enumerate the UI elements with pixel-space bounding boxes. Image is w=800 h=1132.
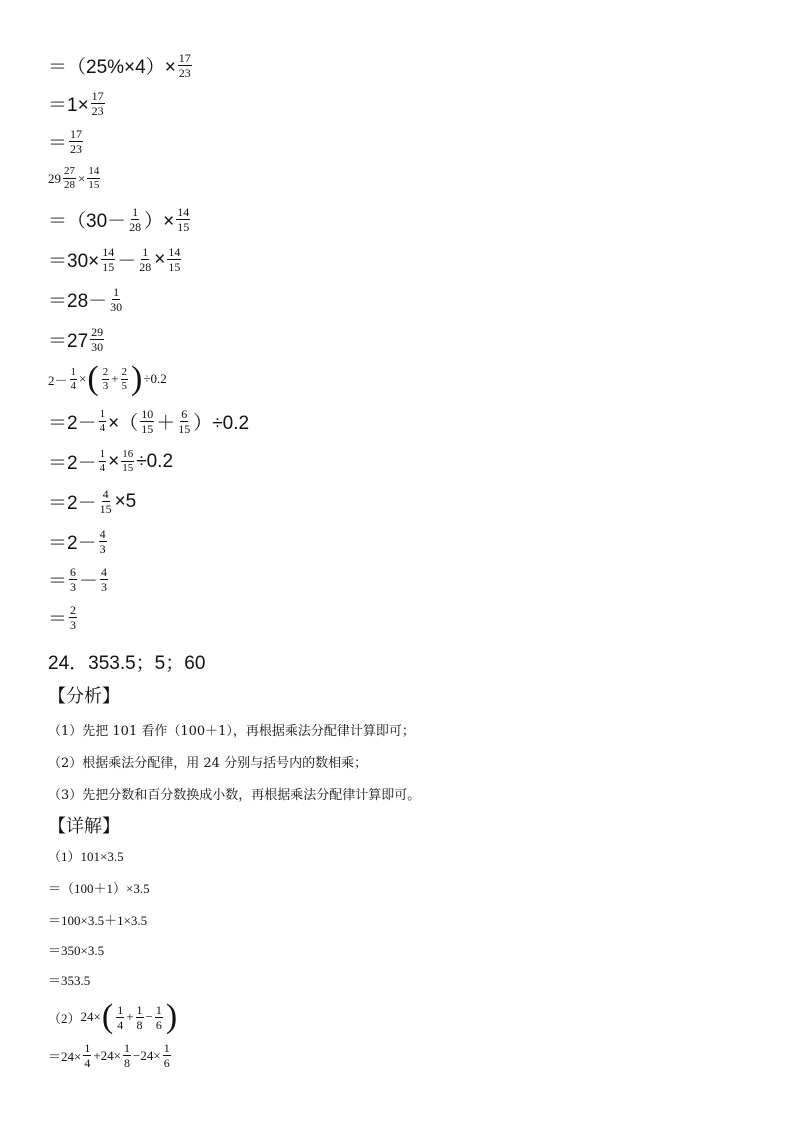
prob-a-step-1: ＝（25%×4）× $\frac{17}{23}$	[48, 51, 191, 80]
fraction: 29 30	[91, 325, 104, 354]
fraction: $\frac{1}{8}$	[124, 1041, 131, 1070]
detail-heading: 【详解】	[48, 816, 120, 837]
fraction: 6 3	[70, 565, 77, 594]
analysis-line-2: （2）根据乘法分配律，用 24 分别与括号内的数相乘；	[48, 756, 368, 771]
fraction: $\frac{14}{15}$	[102, 245, 115, 274]
fraction: $\frac{14}{15}$	[88, 165, 100, 191]
analysis-line-1: （1）先把 101 看作（100＋1），再根据乘法分配律计算即可；	[48, 724, 415, 739]
prob-c-step-2: ＝2－ $\frac{1}{4}$ × $\frac{16}{15}$ ÷0.2	[48, 448, 174, 474]
fraction: $\frac{16}{15}$	[122, 448, 134, 474]
fraction: $\frac{4}{15}$	[99, 487, 112, 516]
fraction: $\frac{1}{4}$	[99, 408, 106, 434]
right-paren: )	[165, 998, 178, 1035]
analysis-heading: 【分析】	[48, 686, 120, 707]
fraction: 4 3	[101, 565, 108, 594]
detail-part2-expression: （2） 24× ( 1 4 + $\frac{1}{8}$ − $\frac{1}{6}$ )	[48, 998, 178, 1035]
fraction: $\frac{1}{4}$	[70, 365, 77, 392]
fraction: $\frac{17}{23}$	[91, 89, 104, 118]
prob-c-step-5: ＝ 6 3 － 4 3	[48, 565, 108, 594]
fraction: $\frac{1}{6}$	[155, 1002, 162, 1032]
left-paren: (	[101, 998, 114, 1035]
detail-part1-line-4: ＝350×3.5	[48, 943, 105, 958]
q24-answer-line: 24．353.5；5；60	[48, 653, 206, 674]
fraction: $\frac{14}{15}$	[168, 245, 181, 274]
prob-c-step-3: ＝2－ $\frac{4}{15}$ ×5	[48, 487, 137, 516]
fraction: $\frac{1}{6}$	[163, 1041, 170, 1070]
fraction: $\frac{2}{5}$	[121, 365, 128, 392]
prob-a-step-2: ＝1× $\frac{17}{23}$	[48, 89, 104, 118]
fraction: 1 28	[129, 205, 142, 234]
fraction: $\frac{14}{15}$	[177, 205, 190, 234]
fraction: 2 3	[70, 603, 77, 632]
analysis-line-3: （3）先把分数和百分数换成小数，再根据乘法分配律计算即可。	[48, 788, 421, 803]
detail-part1-line-2: ＝（100＋1）×3.5	[48, 881, 150, 896]
fraction: 1 4	[117, 1002, 124, 1032]
fraction: 4 3	[99, 527, 106, 556]
prob-b-step-2: ＝30× $\frac{14}{15}$ － $\frac{1}{28}$ × $\frac{14}{15}$	[48, 245, 181, 274]
fraction: $\frac{1}{28}$	[139, 245, 152, 274]
prob-b-expression: 29 $\frac{27}{28}$ × $\frac{14}{15}$	[48, 165, 100, 191]
prob-b-step-4: ＝27 29 30	[48, 325, 104, 354]
prob-c-expression: 2－ $\frac{1}{4}$ × ( 2 3 + $\frac{2}{5}$ ) ÷0.2	[48, 360, 167, 397]
fraction: $\frac{1}{4}$	[84, 1041, 91, 1070]
prob-b-step-3: ＝28－ 1 30	[48, 285, 123, 314]
prob-b-step-1: ＝（30－ 1 28 ）× $\frac{14}{15}$	[48, 205, 190, 234]
fraction: 17 23	[70, 127, 83, 156]
prob-c-step-6: ＝ 2 3	[48, 603, 77, 632]
fraction: 6 15	[178, 407, 191, 436]
right-paren: )	[131, 360, 143, 397]
fraction: $\frac{1}{4}$	[99, 448, 106, 474]
prob-c-step-1: ＝2－ $\frac{1}{4}$ ×（ 10 15 ＋ 6 15 ）÷0.2	[48, 407, 250, 436]
detail-part1-line-5: ＝353.5	[48, 973, 91, 988]
fraction: 10 15	[141, 407, 154, 436]
detail-part1-line-3: ＝100×3.5＋1×3.5	[48, 913, 148, 928]
fraction: $\frac{17}{23}$	[178, 51, 191, 80]
left-paren: (	[87, 360, 99, 397]
fraction: 2 3	[102, 365, 109, 392]
prob-a-step-3: ＝ 17 23	[48, 127, 83, 156]
prob-c-step-4: ＝2－ 4 3	[48, 527, 106, 556]
fraction: $\frac{1}{8}$	[136, 1002, 143, 1032]
detail-part1-line-1: （1）101×3.5	[48, 849, 124, 864]
detail-part2-step-1: ＝24× $\frac{1}{4}$ +24× $\frac{1}{8}$ −24× $\frac{1}{6}$	[48, 1041, 170, 1070]
fraction: 1 30	[110, 285, 123, 314]
fraction: $\frac{27}{28}$	[64, 165, 75, 191]
